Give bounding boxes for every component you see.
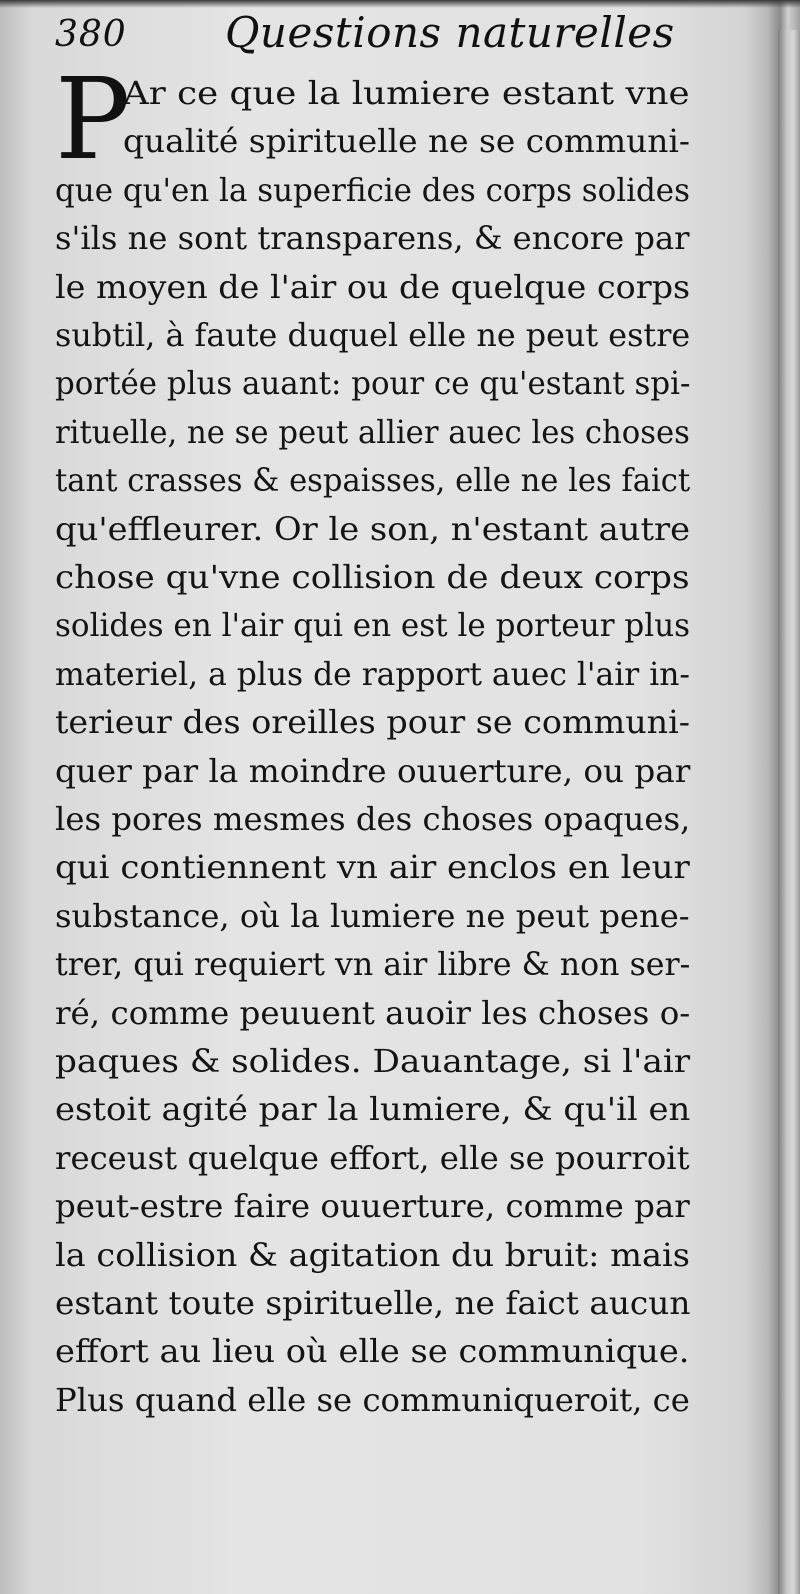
text-line: le moyen de l'air ou de quelque corps	[55, 269, 691, 306]
text-line: receust quelque effort, elle se pourroit	[55, 1140, 690, 1177]
text-line: quer par la moindre ouuerture, ou par	[55, 753, 691, 790]
page-number: 380	[55, 14, 127, 55]
text-line: portée plus auant: pour ce qu'estant spi-	[55, 366, 691, 403]
text-line: tant crasses & espaisses, elle ne les faict	[55, 463, 691, 500]
text-line: materiel, a plus de rapport auec l'air in-	[55, 656, 691, 693]
text-line: solides en l'air qui en est le porteur plus	[55, 608, 691, 645]
text-line: paques & solides. Dauantage, si l'air	[55, 1044, 691, 1080]
text-line: que qu'en la superficie des corps solides	[55, 172, 690, 209]
text-line: s'ils ne sont transparens, & encore par	[55, 221, 690, 258]
drop-cap: P	[55, 55, 131, 185]
text-line: subtil, à faute duquel elle ne peut estre	[55, 318, 691, 354]
text-line: Plus quand elle se communiqueroit, ce	[55, 1382, 690, 1419]
text-line: trer, qui requiert vn air libre & non ser-	[55, 947, 691, 984]
text-line: effort au lieu où elle se communique.	[55, 1334, 690, 1371]
text-line: terieur des oreilles pour se communi-	[55, 705, 691, 742]
page-header	[55, 6, 755, 66]
text-line: estoit agité par la lumiere, & qu'il en	[55, 1092, 691, 1129]
text-line: qualité spirituelle ne se communi-	[123, 124, 691, 161]
text-line: qui contiennent vn air enclos en leur	[55, 850, 690, 887]
text-line: les pores mesmes des choses opaques,	[55, 802, 691, 838]
text-line: peut-estre faire ouuerture, comme par	[55, 1189, 690, 1226]
text-line: qu'effleurer. Or le son, n'estant autre	[55, 511, 691, 548]
page-edge	[778, 30, 800, 1594]
text-line: ré, comme peuuent auoir les choses o-	[55, 995, 691, 1032]
text-line: Ar ce que la lumiere estant vne	[123, 76, 690, 112]
text-line: rituelle, ne se peut allier auec les choses	[55, 414, 690, 451]
text-line: estant toute spirituelle, ne faict aucun	[55, 1286, 691, 1322]
running-title: Questions naturelles	[225, 8, 675, 57]
text-line: substance, où la lumiere ne peut pene-	[55, 898, 690, 935]
text-line: chose qu'vne collision de deux corps	[55, 560, 690, 596]
text-line: la collision & agitation du bruit: mais	[55, 1237, 690, 1274]
